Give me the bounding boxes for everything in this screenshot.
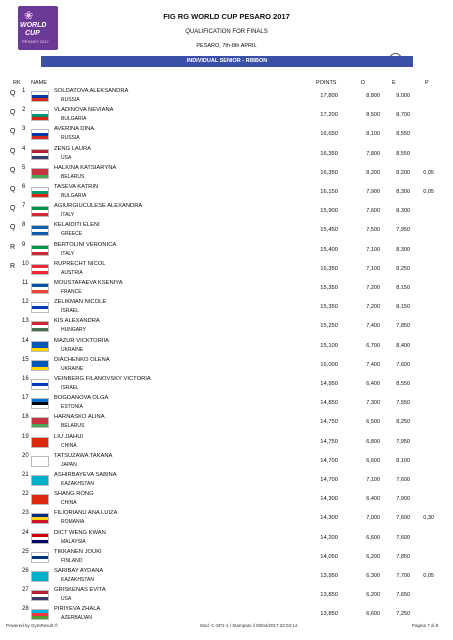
rank: 3 — [22, 126, 26, 133]
points-value: 15,350 — [320, 285, 338, 291]
gymnast-icon: ❀ — [24, 10, 34, 22]
d-score: 7,100 — [366, 265, 380, 272]
points-value: 16,350 — [320, 150, 338, 157]
qualification-mark: Q — [10, 224, 16, 232]
points-value: 13,850 — [320, 592, 338, 599]
footer-print-info: Mod. C-SP1-1 / Stampato il 08/04/2017 22:03:14 — [200, 623, 298, 628]
rank: 21 — [22, 472, 29, 478]
country-flag-icon — [31, 513, 49, 524]
table-row — [0, 338, 453, 359]
country-flag-icon — [31, 168, 49, 179]
gymnast-country: ISRAEL — [61, 308, 79, 315]
rank: 10 — [22, 260, 29, 267]
rank: 11 — [22, 280, 29, 286]
gymnast-name: DICT WENG KWAN — [54, 529, 106, 536]
d-score: 6,500 — [366, 419, 380, 426]
points-value: 14,300 — [320, 496, 338, 503]
gymnast-name: HARNASKO ALINA — [54, 414, 105, 421]
penalty: 0,05 — [423, 169, 434, 176]
country-flag-icon — [31, 609, 49, 620]
country-flag-icon — [31, 533, 49, 544]
d-score: 6,800 — [366, 438, 380, 445]
d-score: 6,700 — [366, 342, 380, 349]
table-row — [0, 587, 453, 608]
category-banner: INDIVIDUAL SENIOR - RIBBON — [41, 56, 413, 67]
gymnast-name: TIKKANEN JOUKI — [54, 548, 102, 555]
country-flag-icon — [31, 129, 49, 140]
gymnast-name: KIS ALEXANDRA — [54, 318, 100, 325]
e-score: 7,250 — [396, 611, 410, 618]
d-score: 6,600 — [366, 534, 380, 541]
rank: 12 — [22, 299, 29, 306]
d-score: 8,800 — [366, 93, 380, 99]
qualification-mark: Q — [10, 186, 16, 193]
gymnast-country: KAZAKHSTAN — [61, 481, 94, 487]
rank: 25 — [22, 548, 29, 555]
points-value: 17,800 — [320, 93, 338, 99]
rank: 18 — [22, 414, 29, 421]
country-flag-icon — [31, 590, 49, 601]
country-flag-icon — [31, 379, 49, 390]
rank: 16 — [22, 376, 29, 382]
table-row — [0, 376, 453, 397]
e-score: 7,950 — [396, 438, 410, 445]
table-row — [0, 280, 453, 301]
gymnast-country: ISRAEL — [61, 385, 79, 391]
gymnast-name: MAZUR VICKTORIIA — [54, 337, 109, 344]
gymnast-name: MOUSTAFAEVA KSENIYA — [54, 280, 123, 286]
qualification-mark: Q — [10, 166, 16, 174]
e-score: 8,700 — [396, 112, 410, 119]
points-value: 13,850 — [320, 611, 338, 618]
d-score: 6,600 — [366, 457, 380, 464]
d-score: 7,800 — [366, 150, 380, 157]
d-score: 6,400 — [366, 496, 380, 503]
gymnast-country: KAZAKHSTAN — [61, 577, 94, 583]
rank: 2 — [22, 107, 26, 114]
table-row — [0, 395, 453, 416]
col-p: P — [425, 80, 429, 86]
d-score: 6,200 — [366, 553, 380, 560]
points-value: 15,350 — [320, 265, 338, 272]
points-value: 15,900 — [320, 208, 338, 215]
e-score: 7,600 — [396, 477, 410, 483]
country-flag-icon — [31, 341, 49, 352]
d-score: 8,200 — [366, 169, 380, 176]
gymnast-country: USA — [61, 154, 72, 161]
gymnast-country: ITALY — [61, 212, 75, 219]
gymnast-name: ZENG LAURA — [54, 145, 92, 152]
points-value: 14,750 — [320, 438, 338, 445]
gymnast-country: ROMANIA — [61, 519, 85, 526]
rank: 1 — [22, 88, 26, 94]
gymnast-country: AUSTRIA — [61, 269, 83, 276]
e-score: 8,200 — [396, 169, 410, 176]
country-flag-icon — [31, 187, 49, 198]
e-score: 8,250 — [396, 419, 410, 426]
e-score: 8,250 — [396, 265, 410, 272]
table-row — [0, 242, 453, 263]
d-score: 6,300 — [366, 573, 380, 579]
e-score: 8,150 — [396, 304, 410, 311]
rank: 14 — [22, 337, 29, 344]
gymnast-name: BERTOLINI VERONICA — [54, 241, 117, 248]
qualification-mark: Q — [10, 109, 16, 117]
gymnast-country: JAPAN — [61, 461, 77, 468]
table-row — [0, 299, 453, 320]
col-d: D — [361, 80, 365, 86]
table-row — [0, 203, 453, 224]
country-flag-icon — [31, 437, 49, 448]
e-score: 7,850 — [396, 323, 410, 330]
gymnast-country: FINLAND — [61, 557, 83, 564]
country-flag-icon — [31, 571, 49, 582]
table-row — [0, 222, 453, 243]
d-score: 7,900 — [366, 189, 380, 195]
gymnast-name: TASEVA KATRIN — [54, 184, 99, 190]
gymnast-name: SARIBAY AYDANA — [54, 568, 104, 574]
rank: 24 — [22, 529, 29, 536]
points-value: 15,450 — [320, 227, 338, 234]
gymnast-name: PIRIYEVA ZHALA — [54, 606, 101, 613]
rank: 6 — [22, 184, 26, 190]
gymnast-country: ITALY — [61, 250, 75, 257]
d-score: 7,200 — [366, 285, 380, 291]
points-value: 17,200 — [320, 112, 338, 119]
e-score: 8,550 — [396, 131, 410, 138]
table-row — [0, 146, 453, 167]
rank: 4 — [22, 145, 26, 152]
col-e: E — [392, 80, 396, 86]
table-row — [0, 549, 453, 570]
country-flag-icon — [31, 245, 49, 256]
country-flag-icon — [31, 398, 49, 409]
qualification-mark: Q — [10, 205, 16, 213]
table-row — [0, 491, 453, 512]
points-value: 14,950 — [320, 381, 338, 387]
penalty: 0,05 — [423, 573, 434, 579]
country-flag-icon — [31, 149, 49, 160]
col-points: POINTS — [316, 80, 337, 86]
d-score: 6,600 — [366, 611, 380, 618]
points-value: 15,100 — [320, 342, 338, 349]
points-value: 15,350 — [320, 304, 338, 311]
e-score: 9,000 — [396, 93, 410, 99]
gymnast-country: RUSSIA — [61, 97, 80, 103]
rank: 15 — [22, 356, 29, 363]
logo-line3: PESARO 2017 — [22, 39, 49, 44]
e-score: 7,850 — [396, 553, 410, 560]
country-flag-icon — [31, 206, 49, 217]
d-score: 8,100 — [366, 131, 380, 138]
points-value: 16,150 — [320, 189, 338, 195]
rank: 17 — [22, 395, 29, 402]
gymnast-country: CHINA — [61, 442, 77, 449]
rank: 22 — [22, 491, 29, 498]
e-score: 7,900 — [396, 496, 410, 503]
qualification-mark: R — [10, 262, 16, 270]
gymnast-name: TATSUZAWA TAKANA — [54, 452, 113, 459]
d-score: 7,400 — [366, 361, 380, 368]
country-flag-icon — [31, 417, 49, 428]
points-value: 14,700 — [320, 477, 338, 483]
d-score: 7,600 — [366, 208, 380, 215]
points-value: 14,050 — [320, 553, 338, 560]
gymnast-country: FRANCE — [61, 289, 82, 295]
e-score: 7,950 — [396, 227, 410, 234]
gymnast-name: VLADINOVA NEVIANA — [54, 107, 114, 114]
points-value: 14,750 — [320, 419, 338, 426]
country-flag-icon — [31, 494, 49, 505]
gymnast-name: FILIORIANU ANA LUIZA — [54, 510, 118, 517]
points-value: 14,700 — [320, 457, 338, 464]
gymnast-country: UKRAINE — [61, 365, 84, 372]
country-flag-icon — [31, 475, 49, 486]
e-score: 7,550 — [396, 400, 410, 407]
gymnast-name: VEINBERG FILANOVSKY VICTORIA — [54, 376, 151, 382]
rank: 27 — [22, 587, 29, 594]
gymnast-country: GREECE — [61, 231, 83, 238]
country-flag-icon — [31, 456, 49, 467]
rank: 13 — [22, 318, 29, 325]
d-score: 7,100 — [366, 246, 380, 253]
d-score: 6,200 — [366, 592, 380, 599]
e-score: 8,300 — [396, 246, 410, 253]
country-flag-icon — [31, 302, 49, 313]
page-subtitle: QUALIFICATION FOR FINALS — [185, 29, 268, 35]
rank: 19 — [22, 433, 29, 440]
points-value: 15,000 — [320, 361, 338, 368]
rank: 28 — [22, 606, 29, 613]
table-row — [0, 88, 453, 109]
gymnast-name: DIACHENKO OLENA — [54, 356, 110, 363]
event-date: PESARO, 7th-8th APRIL — [196, 43, 257, 49]
country-flag-icon — [31, 321, 49, 332]
rank: 5 — [22, 164, 26, 171]
points-value: 14,300 — [320, 515, 338, 522]
gymnast-country: BELARUS — [61, 173, 85, 180]
gymnast-country: AZERBAIJAN — [61, 615, 92, 622]
qualification-mark: R — [10, 243, 16, 251]
country-flag-icon — [31, 225, 49, 236]
country-flag-icon — [31, 552, 49, 563]
points-value: 13,950 — [320, 573, 338, 579]
table-row — [0, 472, 453, 493]
qualification-mark: Q — [10, 147, 16, 155]
penalty: 0,30 — [423, 515, 434, 522]
col-name: NAME — [31, 80, 47, 86]
gymnast-country: BELARUS — [61, 423, 85, 430]
d-score: 7,000 — [366, 515, 380, 522]
gymnast-name: ASHIRBAYEVA SABINA — [54, 472, 117, 478]
gymnast-name: SHANG RONG — [54, 491, 94, 498]
gymnast-country: MALAYSIA — [61, 538, 86, 545]
table-row — [0, 453, 453, 474]
table-row — [0, 510, 453, 531]
gymnast-country: HUNGARY — [61, 327, 86, 334]
gymnast-country: BULGARIA — [61, 193, 87, 199]
table-row — [0, 261, 453, 282]
rank: 26 — [22, 568, 29, 574]
rank: 9 — [22, 241, 26, 248]
gymnast-name: RUPRECHT NICOL — [54, 260, 106, 267]
d-score: 7,100 — [366, 477, 380, 483]
table-row — [0, 318, 453, 339]
points-value: 16,650 — [320, 131, 338, 138]
gymnast-country: CHINA — [61, 500, 77, 507]
points-value: 16,350 — [320, 169, 338, 176]
country-flag-icon — [31, 110, 49, 121]
gymnast-name: AGIURGIUCULESE ALEXANDRA — [54, 203, 143, 210]
d-score: 6,400 — [366, 381, 380, 387]
points-value: 14,200 — [320, 534, 338, 541]
footer-page: Pagina 7 di 8 — [412, 623, 439, 628]
table-row — [0, 184, 453, 205]
e-score: 7,600 — [396, 515, 410, 522]
d-score: 8,500 — [366, 112, 380, 119]
table-row — [0, 126, 453, 147]
d-score: 7,200 — [366, 304, 380, 311]
e-score: 8,100 — [396, 457, 410, 464]
e-score: 7,600 — [396, 361, 410, 368]
gymnast-country: RUSSIA — [61, 135, 80, 142]
e-score: 8,300 — [396, 208, 410, 215]
qualification-mark: Q — [10, 128, 16, 136]
country-flag-icon — [31, 264, 49, 275]
table-row — [0, 357, 453, 378]
d-score: 7,300 — [366, 400, 380, 407]
points-value: 14,850 — [320, 400, 338, 407]
gymnast-name: AVERINA DINA — [54, 126, 95, 133]
country-flag-icon — [31, 91, 49, 102]
table-row — [0, 107, 453, 128]
gymnast-country: UKRAINE — [61, 346, 84, 353]
rank: 8 — [22, 222, 26, 229]
rank: 23 — [22, 510, 29, 517]
rank: 7 — [22, 203, 26, 210]
e-score: 8,150 — [396, 285, 410, 291]
d-score: 7,500 — [366, 227, 380, 234]
points-value: 15,400 — [320, 246, 338, 253]
e-score: 7,700 — [396, 573, 410, 579]
footer-powered: Powered by GymResult ® — [6, 623, 58, 628]
rank: 20 — [22, 452, 29, 459]
table-row — [0, 530, 453, 551]
gymnast-country: ESTONIA — [61, 404, 83, 411]
e-score: 8,300 — [396, 189, 410, 195]
e-score: 7,650 — [396, 592, 410, 599]
e-score: 8,550 — [396, 381, 410, 387]
penalty: 0,05 — [423, 189, 434, 195]
country-flag-icon — [31, 283, 49, 294]
gymnast-name: GRISKENAS EVITA — [54, 587, 106, 594]
gymnast-country: BULGARIA — [61, 116, 87, 123]
gymnast-name: LIU JIAHUI — [54, 433, 83, 440]
table-row — [0, 414, 453, 435]
points-value: 15,250 — [320, 323, 338, 330]
logo-line2: CUP — [25, 30, 40, 37]
e-score: 8,400 — [396, 342, 410, 349]
page-title: FIG RG WORLD CUP PESARO 2017 — [163, 12, 290, 21]
table-row — [0, 568, 453, 589]
e-score: 7,600 — [396, 534, 410, 541]
gymnast-name: HALKINA KATSIARYNA — [54, 164, 117, 171]
table-row — [0, 165, 453, 186]
gymnast-name: SOLDATOVA ALEKSANDRA — [54, 88, 129, 94]
country-flag-icon — [31, 360, 49, 371]
qualification-mark: Q — [10, 90, 16, 97]
logo-line1: WORLD — [20, 22, 47, 29]
gymnast-name: KELAIDITI ELENI — [54, 222, 100, 229]
d-score: 7,400 — [366, 323, 380, 330]
gymnast-name: BOGDANOVA OLGA — [54, 395, 109, 402]
table-row — [0, 434, 453, 455]
gymnast-country: USA — [61, 596, 72, 603]
col-rk: RK — [13, 80, 21, 86]
e-score: 8,550 — [396, 150, 410, 157]
gymnast-name: ZELIKMAN NICOLE — [54, 299, 107, 306]
